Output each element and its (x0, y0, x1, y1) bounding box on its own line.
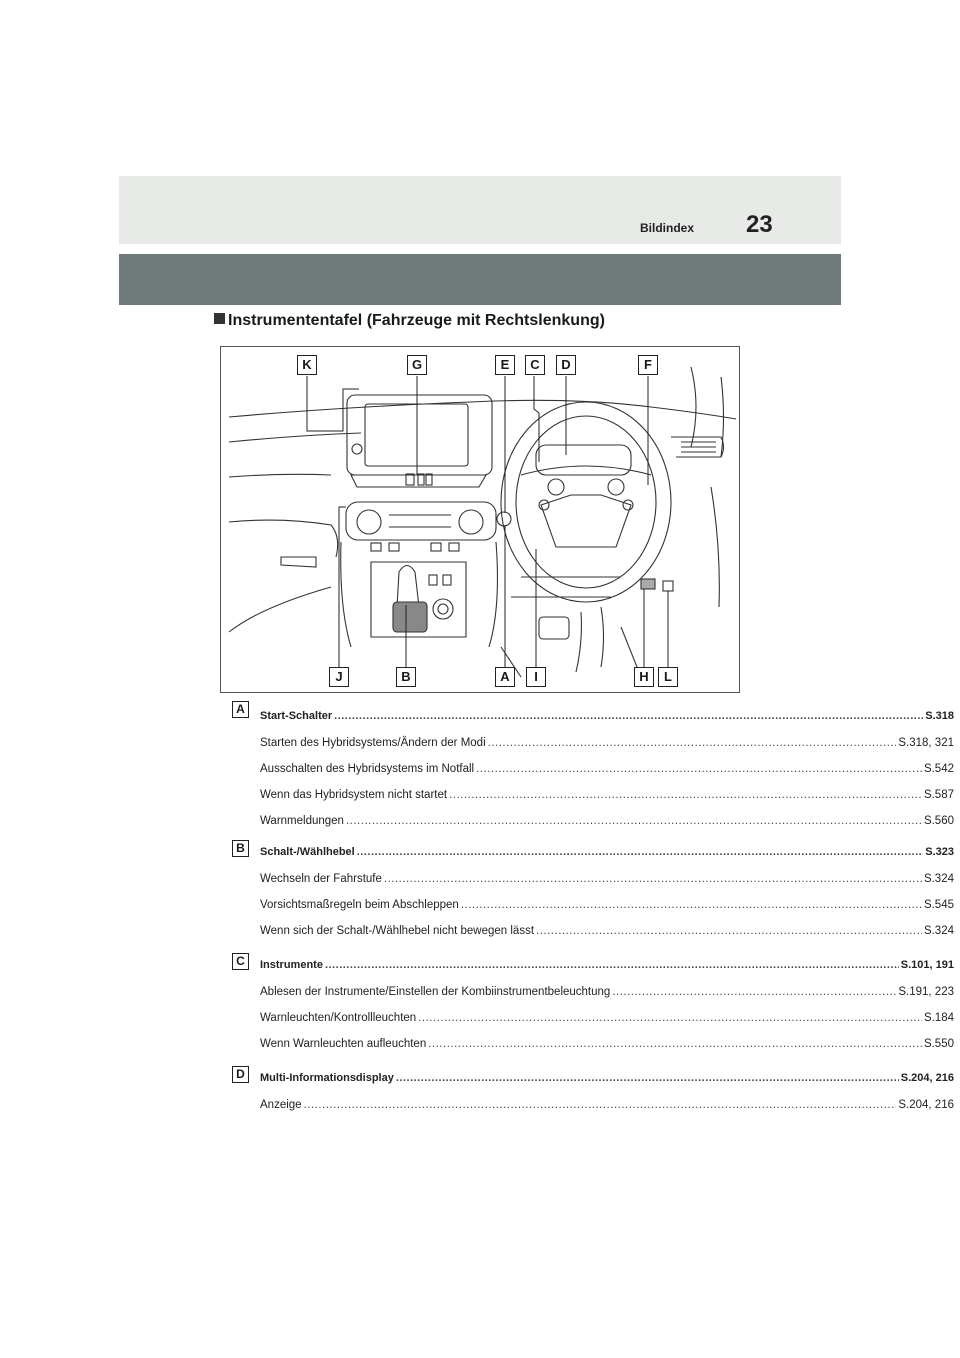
leader-dots (488, 737, 897, 749)
page-ref: S.560 (923, 815, 954, 827)
entry-label: Anzeige (260, 1099, 302, 1111)
callout-c: C (525, 355, 545, 375)
leader-dots (536, 925, 922, 937)
page-ref: S.191, 223 (898, 986, 954, 998)
leader-dots (476, 763, 922, 775)
entry-sub-row (260, 815, 954, 827)
entry-label: Warnleuchten/Kontrollleuchten (260, 1012, 417, 1024)
entry-main-row (260, 710, 954, 722)
section-title (214, 312, 605, 330)
callout-i: I (526, 667, 546, 687)
leader-dots (461, 899, 922, 911)
callout-j: J (329, 667, 349, 687)
entry-label: Wechseln der Fahrstufe (260, 873, 382, 885)
entry-label: Multi-Informationsdisplay (260, 1072, 394, 1084)
entry-label: Warnmeldungen (260, 815, 344, 827)
callout-d: D (556, 355, 576, 375)
entry-main-row (260, 959, 954, 971)
page-ref: S.545 (923, 899, 954, 911)
page-ref: S.587 (923, 789, 954, 801)
leader-dots (384, 873, 922, 885)
dashboard-illustration (220, 346, 740, 693)
entry-sub-row (260, 763, 954, 775)
entry-label: Start-Schalter (260, 710, 333, 722)
header-dark-band (119, 254, 841, 305)
page-ref: S.550 (923, 1038, 954, 1050)
leader-dots (396, 1072, 899, 1084)
callout-k: K (297, 355, 317, 375)
leader-dots (449, 789, 922, 801)
leader-dots (357, 846, 924, 858)
entry-label: Wenn das Hybridsystem nicht startet (260, 789, 448, 801)
header-title: Bildindex (640, 221, 695, 235)
callout-a: A (495, 667, 515, 687)
entry-label: Wenn Warnleuchten aufleuchten (260, 1038, 427, 1050)
callout-f: F (638, 355, 658, 375)
page-ref: S.542 (923, 763, 954, 775)
entry-label: Schalt-/Wählhebel (260, 846, 355, 858)
leader-dots (346, 815, 922, 827)
entry-sub-row (260, 1012, 954, 1024)
entry-sub-row (260, 925, 954, 937)
callout-l: L (658, 667, 678, 687)
page-ref: S.324 (923, 873, 954, 885)
entry-label: Instrumente (260, 959, 323, 971)
dashboard-drawing (221, 347, 739, 692)
leader-dots (418, 1012, 922, 1024)
leader-dots (304, 1099, 897, 1111)
page-ref: S.204, 216 (898, 1099, 954, 1111)
page-ref: S.318 (925, 710, 954, 722)
page-number: 23 (746, 211, 773, 238)
callout-b: B (396, 667, 416, 687)
entry-sub-row (260, 986, 954, 998)
entry-badge: D (232, 1066, 249, 1083)
entry-sub-row (260, 873, 954, 885)
entry-main-row (260, 846, 954, 858)
entry-label: Vorsichtsmaßregeln beim Abschleppen (260, 899, 459, 911)
callout-e: E (495, 355, 515, 375)
entry-sub-row (260, 737, 954, 749)
entry-sub-row (260, 1038, 954, 1050)
callout-h: H (634, 667, 654, 687)
entry-label: Ablesen der Instrumente/Einstellen der Kombiinstrumentbeleuchtung (260, 986, 611, 998)
page-ref: S.318, 321 (898, 737, 954, 749)
leader-dots (428, 1038, 922, 1050)
page-ref: S.204, 216 (900, 1072, 954, 1084)
square-bullet-icon (214, 313, 225, 324)
entry-sub-row (260, 789, 954, 801)
entry-label: Starten des Hybridsystems/Ändern der Modi (260, 737, 486, 749)
entry-badge: C (232, 953, 249, 970)
header-band (119, 176, 841, 244)
leader-dots (325, 959, 899, 971)
entry-badge: B (232, 840, 249, 857)
leader-dots (334, 710, 923, 722)
page-ref: S.323 (925, 846, 954, 858)
leader-dots (612, 986, 896, 998)
callout-g: G (407, 355, 427, 375)
entry-sub-row (260, 1099, 954, 1111)
page-ref: S.184 (923, 1012, 954, 1024)
entry-main-row (260, 1072, 954, 1084)
page-ref: S.101, 191 (900, 959, 954, 971)
entry-label: Ausschalten des Hybridsystems im Notfall (260, 763, 475, 775)
entry-badge: A (232, 701, 249, 718)
entry-sub-row (260, 899, 954, 911)
entry-label: Wenn sich der Schalt-/Wählhebel nicht bewegen lässt (260, 925, 535, 937)
page-ref: S.324 (923, 925, 954, 937)
section-title-text: Instrumententafel (Fahrzeuge mit Rechtslenkung) (228, 312, 605, 329)
